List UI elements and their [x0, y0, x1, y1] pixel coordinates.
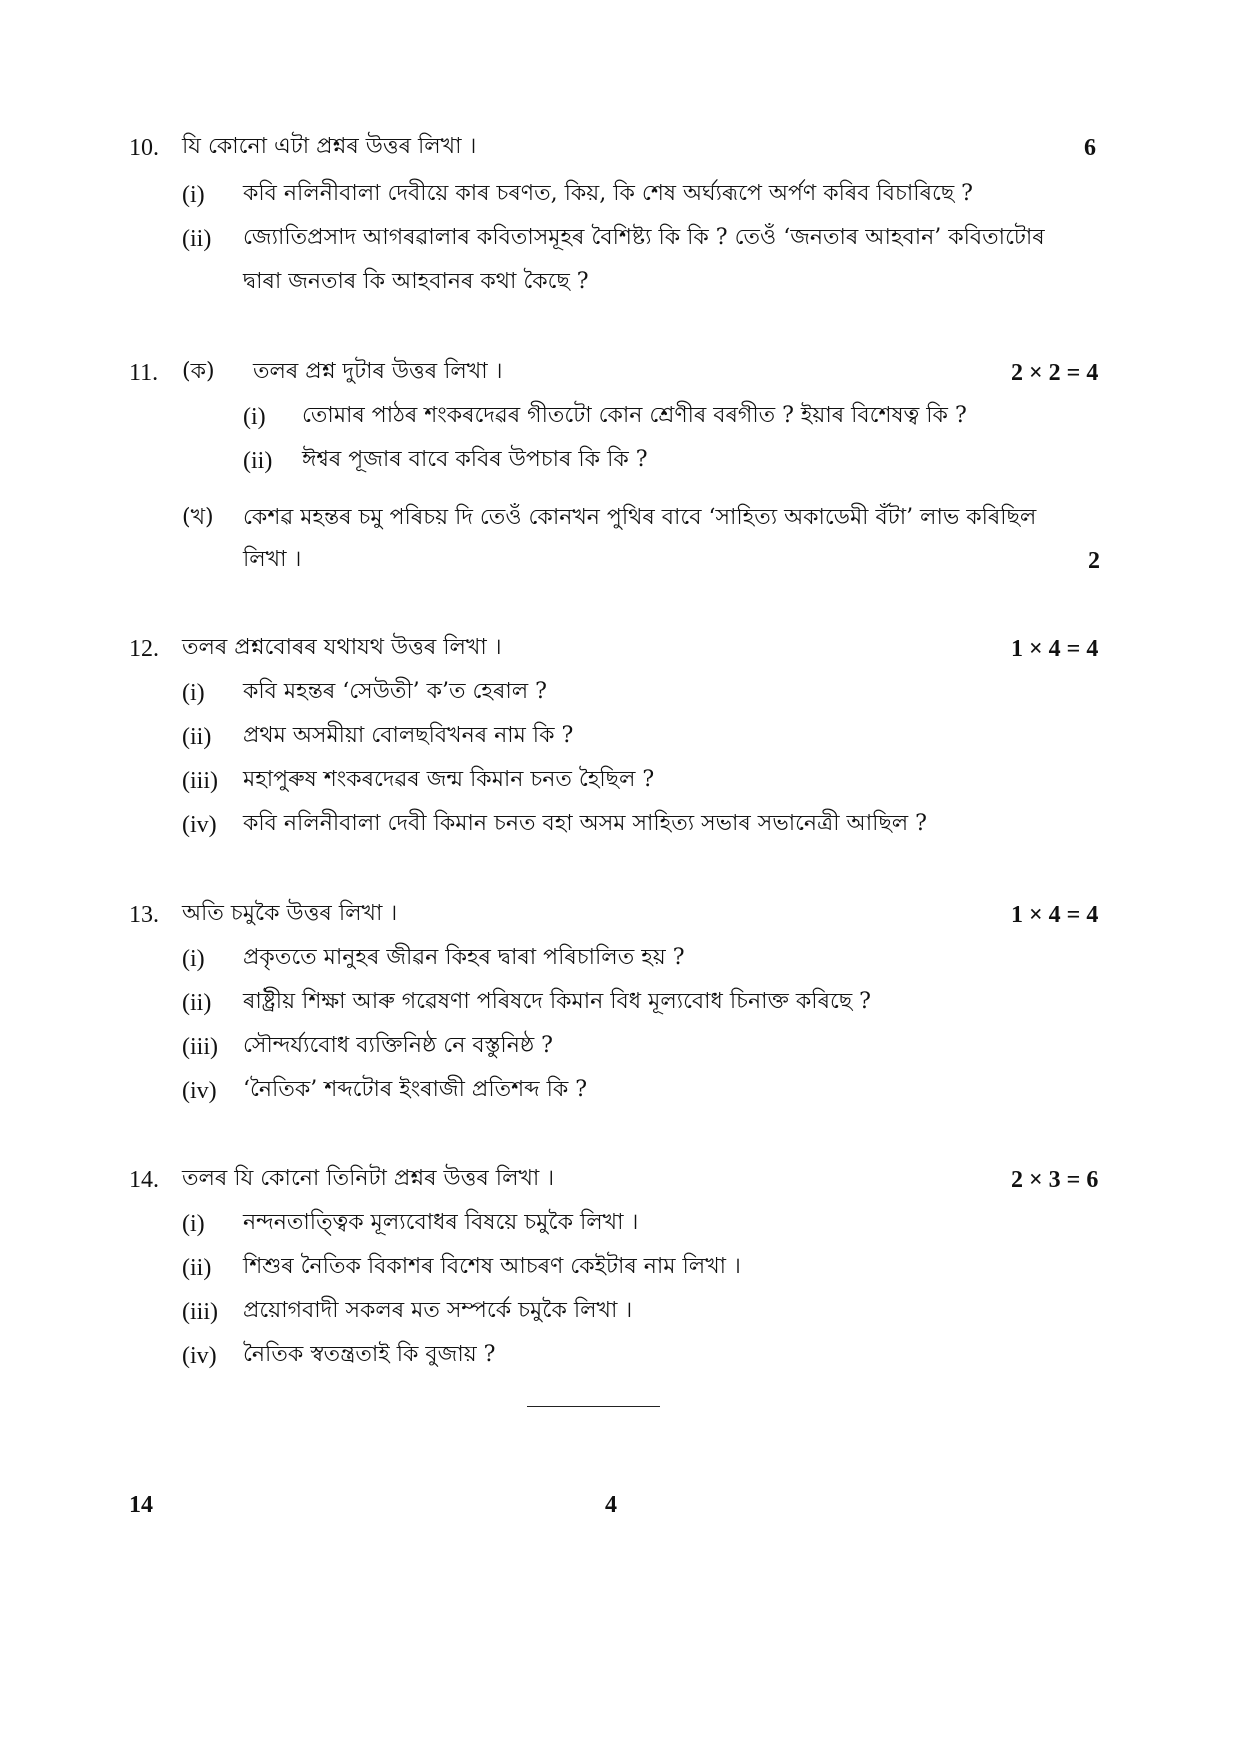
- item-label: (i): [182, 946, 205, 972]
- question-number: 14.: [129, 1167, 159, 1193]
- part-text: তলৰ প্ৰশ্ন দুটাৰ উত্তৰ লিখা ।: [253, 359, 503, 384]
- item-text: কবি মহন্তৰ ‘সেউতী’ ক’ত হেৰাল ?: [243, 679, 547, 704]
- item-label: (ii): [182, 724, 212, 750]
- item-text: ৰাষ্ট্ৰীয় শিক্ষা আৰু গৱেষণা পৰিষদে কিমান বিধ মূল্যবোধ চিনাক্ত কৰিছে ?: [243, 989, 871, 1014]
- question-text: তলৰ যি কোনো তিনিটা প্ৰশ্নৰ উত্তৰ লিখা ।: [182, 1166, 555, 1191]
- question-number: 12.: [129, 636, 159, 662]
- item-label: (ii): [182, 990, 212, 1016]
- item-label: (i): [243, 404, 266, 430]
- question-marks: 1 × 4 = 4: [1011, 902, 1099, 928]
- part-marks: 2: [1088, 548, 1100, 574]
- item-text: কবি নলিনীবালা দেবীয়ে কাৰ চৰণত, কিয়, কি শেষ অৰ্ঘ্যৰূপে অৰ্পণ কৰিব বিচাৰিছে ?: [243, 181, 973, 206]
- item-text: ‘নৈতিক’ শব্দটোৰ ইংৰাজী প্ৰতিশব্দ কি ?: [243, 1077, 588, 1102]
- item-label: (ii): [182, 226, 212, 252]
- question-text: তলৰ প্ৰশ্নবোৰৰ যথাযথ উত্তৰ লিখা ।: [182, 635, 502, 660]
- question-text: যি কোনো এটা প্ৰশ্নৰ উত্তৰ লিখা ।: [182, 134, 477, 159]
- item-label: (iii): [182, 768, 218, 794]
- item-text: ঈশ্বৰ পূজাৰ বাবে কবিৰ উপচাৰ কি কি ?: [302, 447, 648, 472]
- item-text: কবি নলিনীবালা দেবী কিমান চনত বহা অসম সাহিত্য সভাৰ সভানেত্ৰী আছিল ?: [243, 811, 927, 836]
- question-number: 13.: [129, 902, 159, 928]
- item-text: নৈতিক স্বতন্ত্ৰতাই কি বুজায় ?: [243, 1342, 496, 1367]
- footer-page-number: 4: [605, 1492, 617, 1518]
- item-label: (iv): [182, 812, 217, 838]
- item-text: প্ৰকৃততে মানুহৰ জীৱন কিহৰ দ্বাৰা পৰিচালিত হয় ?: [243, 945, 685, 970]
- item-text: নন্দনতাত্ত্বিক মূল্যবোধৰ বিষয়ে চমুকৈ লিখা ।: [243, 1210, 639, 1235]
- item-label: (i): [182, 182, 205, 208]
- question-number: 11.: [129, 360, 159, 386]
- question-marks: 6: [1084, 135, 1096, 161]
- item-text: প্ৰয়োগবাদী সকলৰ মত সম্পৰ্কে চমুকৈ লিখা ।: [243, 1298, 633, 1323]
- item-text-continued: দ্বাৰা জনতাৰ কি আহবানৰ কথা কৈছে ?: [243, 269, 589, 294]
- item-label: (iii): [182, 1034, 218, 1060]
- item-label: (i): [182, 1211, 205, 1237]
- part-marks: 2 × 2 = 4: [1011, 360, 1099, 386]
- item-label: (ii): [243, 448, 273, 474]
- part-label: (ক): [182, 359, 215, 384]
- item-label: (iv): [182, 1343, 217, 1369]
- item-text: সৌন্দৰ্য্যবোধ ব্যক্তিনিষ্ঠ নে বস্তুনিষ্ঠ ?: [243, 1033, 553, 1058]
- question-marks: 2 × 3 = 6: [1011, 1167, 1099, 1193]
- end-rule: [527, 1406, 660, 1407]
- item-text: তোমাৰ পাঠৰ শংকৰদেৱৰ গীতটো কোন শ্ৰেণীৰ বৰগীত ? ইয়াৰ বিশেষত্ব কি ?: [302, 403, 967, 428]
- item-label: (i): [182, 680, 205, 706]
- item-text: শিশুৰ নৈতিক বিকাশৰ বিশেষ আচৰণ কেইটাৰ নাম লিখা ।: [243, 1254, 741, 1279]
- part-text-continued: লিখা ।: [243, 547, 302, 572]
- item-label: (ii): [182, 1255, 212, 1281]
- item-text: প্ৰথম অসমীয়া বোলছবিখনৰ নাম কি ?: [243, 723, 574, 748]
- question-text: অতি চমুকৈ উত্তৰ লিখা ।: [182, 901, 398, 926]
- part-text: কেশৱ মহন্তৰ চমু পৰিচয় দি তেওঁ কোনখন পুথিৰ বাবে ‘সাহিত্য অকাডেমী বঁটা’ লাভ কৰিছিল: [243, 505, 1037, 530]
- question-number: 10.: [129, 135, 159, 161]
- footer-code: 14: [129, 1492, 153, 1518]
- question-marks: 1 × 4 = 4: [1011, 636, 1099, 662]
- item-text: মহাপুৰুষ শংকৰদেৱৰ জন্ম কিমান চনত হৈছিল ?: [243, 767, 655, 792]
- item-label: (iii): [182, 1299, 218, 1325]
- item-text: জ্যোতিপ্ৰসাদ আগৰৱালাৰ কবিতাসমূহৰ বৈশিষ্ট্য কি কি ? তেওঁ ‘জনতাৰ আহবান’ কবিতাটোৰ: [243, 225, 1045, 250]
- item-label: (iv): [182, 1078, 217, 1104]
- part-label: (খ): [182, 505, 214, 530]
